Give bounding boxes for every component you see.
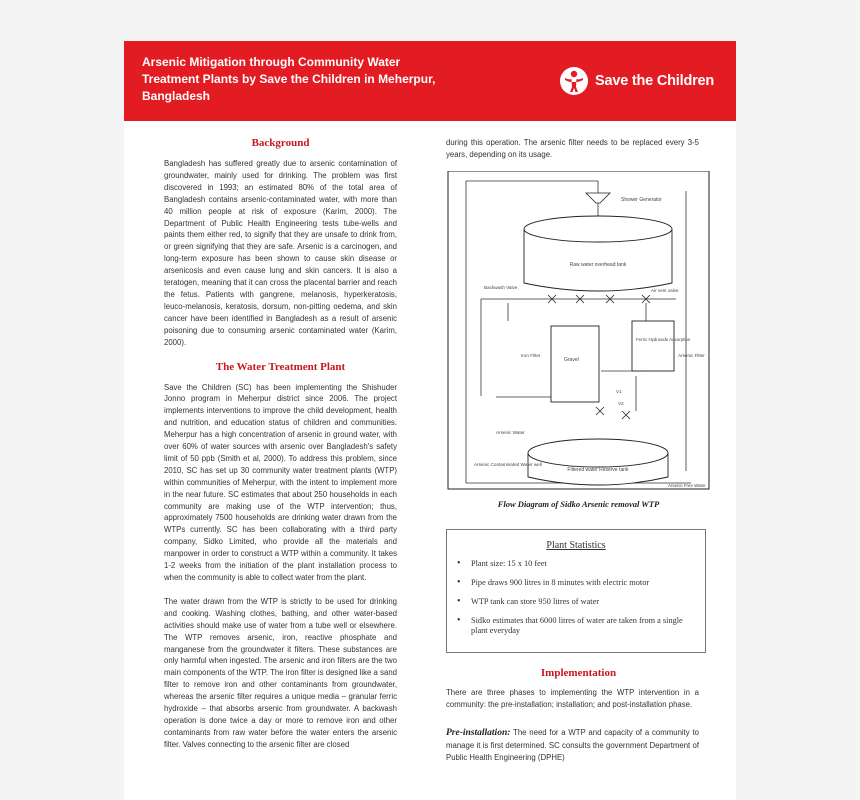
- implementation-section: [446, 667, 711, 679]
- save-the-children-logo: [559, 66, 714, 96]
- v2-label: V2: [618, 401, 624, 406]
- pre-installation-block: [446, 727, 699, 764]
- document-page: [124, 41, 736, 800]
- iron-filter-label: Iron Filter: [521, 353, 541, 358]
- plant-statistics-box: [446, 529, 706, 653]
- raw-water-tank-label: Raw water overhead tank: [569, 262, 627, 268]
- implementation-text: There are three phases to implementing the WTP intervention in a community: the pre-installation; installation; and post-installation phase.: [446, 688, 699, 709]
- flow-diagram: [446, 171, 711, 491]
- treatment-text-1: Save the Children (SC) has been implementing the Shishuder Jonno program in Meherpur district since 2006. The project implements interventions to improve the child development, health and nutrition, and education status of children and communities. Meherpur has a high concentration of arsenic in ground water, with over 60% of water sources with arsenic over Bangladesh's safety limit of 50 ppb (Smith et al, 2000). To address this problem, since 2010, SC has set up 30 community water treatment plants (WTP) within communities of Meherpur, with the intent to implement more in the near future. SC estimates that about 250 households in each community are making use of the WTP intervention; thus, approximately 7500 households are drinking water drawn from the WTPs currently. SC has been collaborating with a third party company, Sidko Limited, who provide all the materials and manpower in order to construct a WTP within a community. It takes 1-2 weeks from the initiation of the plant installation process to when the community is able to collect water from the plant.: [164, 382, 397, 582]
- pre-installation-label: Pre-installation:: [446, 728, 511, 738]
- pre-installation-paragraph: [446, 727, 699, 764]
- gravel-label: Gravel: [564, 357, 579, 363]
- background-text: Bangladesh has suffered greatly due to arsenic contamination of groundwater, mainly used for drinking. The problem was first discovered in 1993; an estimated 80% of the total area of Bangladesh contains arsenic-contaminated water, with more than 40 million people at risk of exposure (Karim, 2000). The Department of Public Health Engineering tests tube-wells and paints them either red, to signify that they are unsafe to drink from, or green signifying that they are safe. Arsenic is a carcinogen, and long-term exposure has been shown to cause skin disease or arsenicosis and even cause lung and skin cancers. It is also a teratogen, meaning that it can cross the placental barrier and reach the fetus. Patients with gangrene, melanosis, hyperkeratosis, leuco-melanosis, keratosis, dorsum, non-pitting oedema, and skin cancer have been identified in Bangladesh as a result of arsenic poisoning due to consuming arsenic contaminated water (Karim, 2000).: [164, 159, 397, 347]
- continued-text: during this operation. The arsenic filter needs to be replaced every 3-5 years, depending on its usage.: [446, 138, 699, 159]
- treatment-text-2: The water drawn from the WTP is strictly to be used for drinking and cooking. Washing clothes, bathing, and other water-based activities should make use of water from a tube well or elsewhere. The WTP removes arsenic, iron, reactive phosphate and manganese from the groundwater it filters. These substances are only harmful when ingested. The arsenic and iron filters are the two main components of the WTP. The iron filter is designed like a sand filter to remove iron and other contaminants from groundwater, whereas the arsenic filter requires a unique media – granular ferric hydroxide – that absorbs arsenic from groundwater. A backwash operation is done twice a day or more to remove iron and other contaminants from raw water before the water enters the arsenic filter. Valves connecting to the arsenic filter are closed: [164, 596, 397, 749]
- plant-statistics-list: [447, 559, 705, 636]
- background-heading: Background: [251, 137, 310, 149]
- right-column-top: [446, 137, 699, 161]
- list-item: • WTP tank can store 950 litres of water: [471, 597, 705, 607]
- header-banner: [124, 41, 736, 121]
- arsenic-water-label: Arsenic Water: [496, 430, 525, 435]
- list-item: • Pipe draws 900 litres in 8 minutes with electric motor: [471, 578, 705, 588]
- ferric-hydroxide-label: Ferric Hydroxide Adsorption: [636, 337, 691, 342]
- v1-label: V1: [616, 389, 622, 394]
- implementation-body: [446, 687, 699, 711]
- list-item: • Sidko estimates that 6000 litres of water are taken from a single plant everyday: [471, 616, 705, 636]
- arsenic-filter-label: Arsenic Filter: [678, 353, 705, 358]
- list-item: • Plant size: 15 x 10 feet: [471, 559, 705, 569]
- filtered-reserve-tank-label: Filtered water Reserve tank: [567, 467, 629, 473]
- implementation-heading: Implementation: [540, 667, 617, 679]
- arsenic-free-water-label: Arsenic Free Water: [668, 483, 706, 488]
- treatment-plant-heading: The Water Treatment Plant: [215, 360, 346, 373]
- backwash-valve-label: Backwash Valve: [484, 285, 518, 290]
- document-title: Arsenic Mitigation through Community Water Treatment Plants by Save the Children in Meherpur, Bangladesh: [142, 55, 436, 103]
- shower-generator-label: Shower Generator: [621, 197, 662, 203]
- contaminated-well-label: Arsenic Contaminated Water well: [474, 462, 542, 467]
- air-vent-valve-label: Air vent valve: [651, 288, 679, 293]
- child-figure-icon: [559, 66, 589, 96]
- logo-text: Save the Children: [595, 73, 715, 89]
- diagram-caption: Flow Diagram of Sidko Arsenic removal WTP: [497, 499, 660, 509]
- pre-installation-text: The need for a WTP and capacity of a community to manage it is first determined. SC consults the government Department of Public Health Engineering (DPHE): [446, 728, 699, 762]
- plant-statistics-title: Plant Statistics: [546, 540, 606, 551]
- left-column: [164, 137, 397, 751]
